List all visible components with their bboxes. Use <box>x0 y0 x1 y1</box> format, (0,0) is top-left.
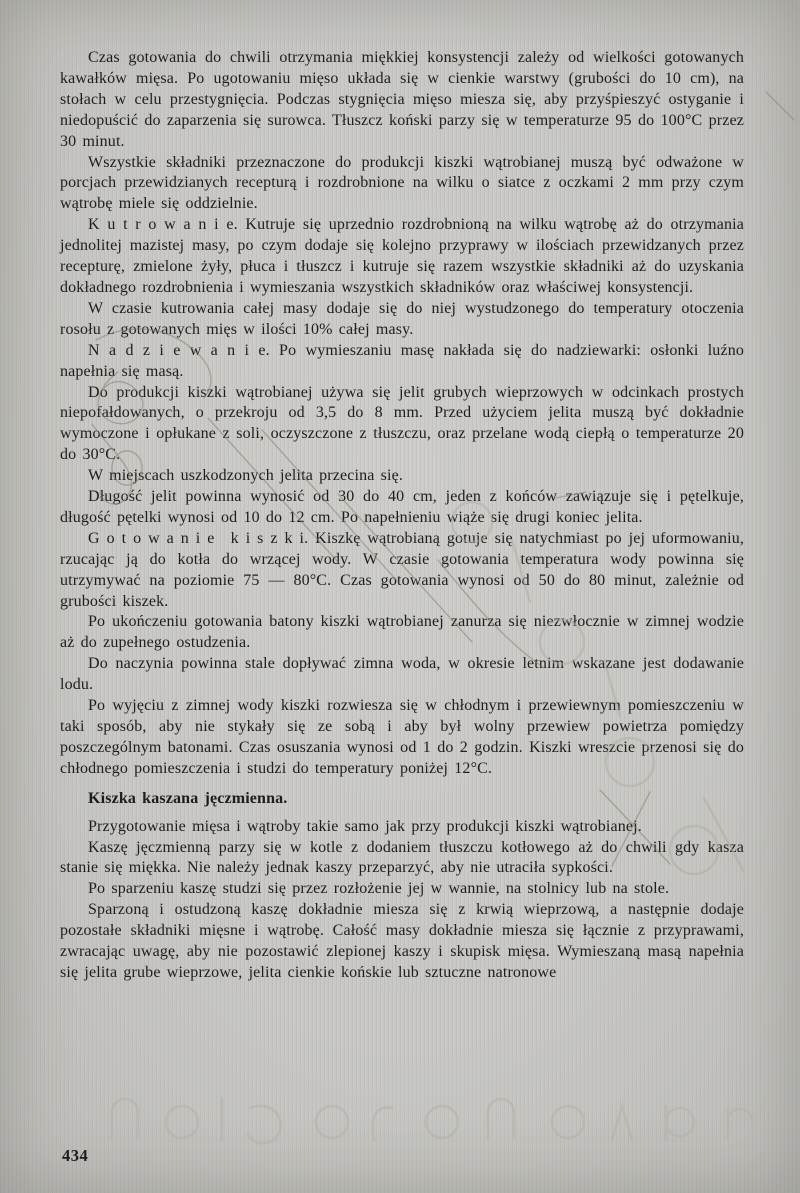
paragraph-nadziewanie: N a d z i e w a n i e. Po wymieszaniu masę nakłada się do nadziewarki: osłonki luźno napełnia się masą. <box>60 341 744 380</box>
paragraph: Po ukończeniu gotowania batony kiszki wątrobianej zanurza się niezwłocznie w zimnej wodzie aż do zupełnego ostudzenia. <box>60 613 744 652</box>
paragraph: Sparzoną i ostudzoną kaszę dokładnie miesza się z krwią wieprzową, a następnie dodaje pozostałe składniki mięsne i wątrobę. Całość masy dokładnie miesza się łącznie z przyprawami, zwracając uwagę, aby nie pozostawić zlepionej kaszy i skupisk mięsa. Wymieszaną masą napełnia się jelita grube wieprzowe, jelita cienkie końskie lub sztuczne natronowe <box>60 901 744 981</box>
paragraph-gotowanie-kiszki: G o t o w a n i e k i s z k i. Kiszkę wątrobianą gotuje się natychmiast po jej uformowaniu, rzucając ją do kotła do wrzącej wody. W czasie gotowania temperatura wody powinna się utrzymywać na poziomie 75 — 80°C. Czas gotowania wynosi od 50 do 80 minut, zależnie od grubości kiszek. <box>60 529 744 610</box>
paragraph: Czas gotowania do chwili otrzymania miękkiej konsystencji zależy od wielkości gotowanych kawałków mięsa. Po ugotowaniu mięso układa się w cienkie warstwy (grubości do 10 cm), na stołach w celu przestygnięcia. Podczas stygnięcia mięso miesza się, aby przyśpieszyć ostyganie i niedopuścić do zaparzenia się surowca. Tłuszcz koński parzy się w temperaturze 95 do 100°C przez 30 minut. <box>60 49 744 150</box>
page-number: 434 <box>62 1146 89 1165</box>
paragraph: Długość jelit powinna wynosić od 30 do 40 cm, jeden z końców zawiązuje się i pętelkuje, długość pętelki wynosi od 10 do 12 cm. Po napełnieniu wiąże się drugi koniec jelita. <box>60 488 744 526</box>
paragraph-kutrowanie: K u t r o w a n i e. Kutruje się uprzednio rozdrobnioną na wilku wątrobę aż do otrzymania jednolitej mazistej masy, po czym dodaje się kolejno przyprawy w ilościach przewidzanych przez recepturę, zmielone żyły, płuca i tłuszcz i kutruje się razem wszystkie składniki aż do uzyskania dokładnego rozdrobnienia i wymieszania wszystkich składników oraz właściwej konsystencji. <box>60 216 744 296</box>
paragraph: Wszystkie składniki przeznaczone do produkcji kiszki wątrobianej muszą być odważone w porcjach przewidzianych recepturą i rozdrobnione na wilku o siatce z oczkami 2 mm przy czym wątrobę miele się oddzielnie. <box>60 153 744 213</box>
paragraph: Kaszę jęczmienną parzy się w kotle z dodaniem tłuszczu kotłowego aż do chwili gdy kasza stanie się miękka. Nie należy jednak kaszy przeparzyć, aby nie utraciła sypkości. <box>60 838 744 877</box>
paragraph: Do produkcji kiszki wątrobianej używa się jelit grubych wieprzowych w odcinkach prostych niepofałdowanych, o przekroju od 3,5 do 8 mm. Przed użyciem jelita muszą być dokładnie wymoczone i opłukane z soli, oczyszczone z tłuszczu, oraz przelane wodą ciepłą o temperaturze 20 do 30°C. <box>60 383 744 464</box>
paragraph: Do naczynia powinna stale dopływać zimna woda, w okresie letnim wskazane jest dodawanie lodu. <box>60 655 744 694</box>
paragraph: Po wyjęciu z zimnej wody kiszki rozwiesza się w chłodnym i przewiewnym pomieszczeniu w taki sposób, aby nie stykały się ze sobą i aby był wolny przewiew powietrza pomiędzy poszczególnym batonami. Czas osuszania wynosi od 1 do 2 godzin. Kiszki wreszcie przenosi się do chłodnego pomieszczenia i studzi do temperatury poniżej 12°C. <box>60 697 744 777</box>
embossed-watermark-bottom <box>112 1098 752 1143</box>
section-heading: Kiszka kaszana jęczmienna. <box>88 789 288 807</box>
paragraph: W miejscach uszkodzonych jelita przecina się. <box>88 467 403 485</box>
paragraph: Przygotowanie mięsa i wątroby takie samo jak przy produkcji kiszki wątrobianej. <box>88 817 642 835</box>
page-text <box>60 48 744 984</box>
paragraph: W czasie kutrowania całej masy dodaje się do niej wystudzonego do temperatury otoczenia rosołu z gotowanych mięs w ilości 10% całej masy. <box>60 299 744 338</box>
paragraph: Po sparzeniu kaszę studzi się przez rozłożenie jej w wannie, na stolnicy lub na stole. <box>88 880 670 898</box>
